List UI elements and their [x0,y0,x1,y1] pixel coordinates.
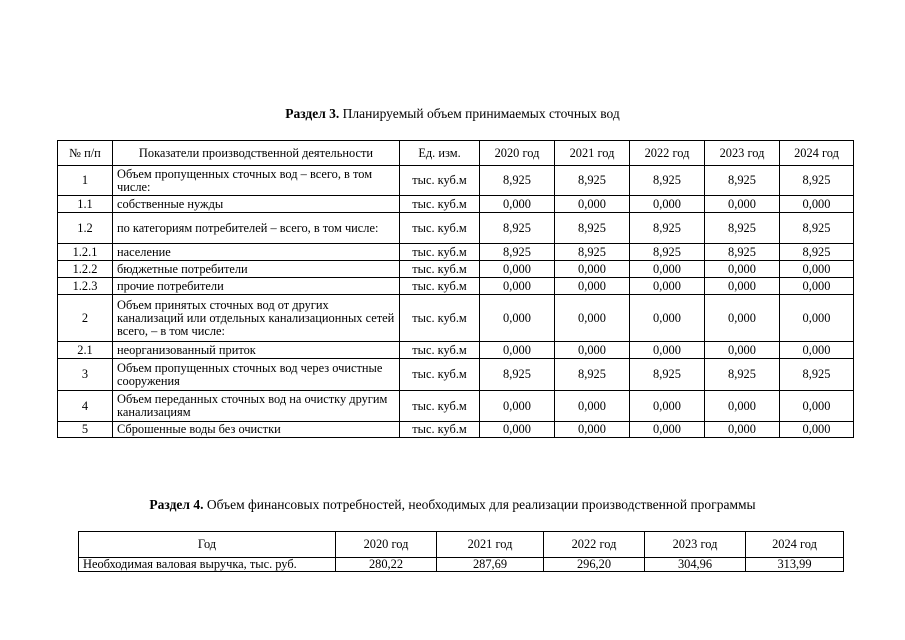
value-cell: 0,000 [480,261,555,278]
value-cell: 0,000 [705,391,780,422]
header-cell: 2024 год [780,141,854,166]
value-cell: 8,925 [705,359,780,391]
value-cell: 0,000 [705,422,780,438]
unit-cell: тыс. куб.м [400,359,480,391]
value-cell: 8,925 [780,213,854,244]
value-cell: 8,925 [480,359,555,391]
table-row [58,342,854,359]
unit-cell: тыс. куб.м [400,166,480,196]
value-cell: 0,000 [705,295,780,342]
value-cell: 0,000 [780,196,854,213]
value-cell: 8,925 [555,213,630,244]
wastewater-volume-table [57,140,854,438]
value-cell: 8,925 [780,244,854,261]
value-cell: 0,000 [630,342,705,359]
indicator-name: Объем переданных сточных вод на очистку другим канализациям [113,391,400,422]
value-cell: 0,000 [780,295,854,342]
unit-cell: тыс. куб.м [400,391,480,422]
value-cell: 8,925 [555,359,630,391]
indicator-name: бюджетные потребители [113,261,400,278]
value-cell: 0,000 [630,278,705,295]
table-row [58,213,854,244]
value-cell: 8,925 [630,166,705,196]
value-cell: 0,000 [780,261,854,278]
header-cell: 2024 год [746,532,844,558]
indicator-name: по категориям потребителей – всего, в том числе: [113,213,400,244]
table-row [58,244,854,261]
header-cell: Ед. изм. [400,141,480,166]
value-cell: 8,925 [705,166,780,196]
row-label: Необходимая валовая выручка, тыс. руб. [79,558,336,572]
row-number: 1 [58,166,113,196]
value-cell: 0,000 [555,342,630,359]
value-cell: 0,000 [555,422,630,438]
header-cell: № п/п [58,141,113,166]
value-cell: 8,925 [630,244,705,261]
value-cell: 8,925 [480,213,555,244]
indicator-name: Объем пропущенных сточных вод через очистные сооружения [113,359,400,391]
unit-cell: тыс. куб.м [400,342,480,359]
row-number: 5 [58,422,113,438]
table-header-row [58,141,854,166]
header-cell: 2022 год [544,532,645,558]
table-row [58,196,854,213]
unit-cell: тыс. куб.м [400,422,480,438]
value-cell: 0,000 [555,391,630,422]
unit-cell: тыс. куб.м [400,278,480,295]
value-cell: 0,000 [705,261,780,278]
section-3-title-bold: Раздел 3. [285,106,340,121]
table-row [58,359,854,391]
header-cell: Показатели производственной деятельности [113,141,400,166]
value-cell: 8,925 [630,213,705,244]
value-cell: 8,925 [780,166,854,196]
value-cell: 0,000 [555,295,630,342]
row-number: 2 [58,295,113,342]
table-row [58,295,854,342]
value-cell: 0,000 [630,196,705,213]
value-cell: 0,000 [780,391,854,422]
row-number: 2.1 [58,342,113,359]
value-cell: 8,925 [480,166,555,196]
indicator-name: собственные нужды [113,196,400,213]
value-cell: 8,925 [705,244,780,261]
value-cell: 0,000 [480,422,555,438]
unit-cell: тыс. куб.м [400,261,480,278]
value-cell: 0,000 [780,342,854,359]
value-cell: 0,000 [630,261,705,278]
row-number: 3 [58,359,113,391]
row-number: 1.2.2 [58,261,113,278]
table-row [79,558,844,572]
value-cell: 0,000 [705,342,780,359]
indicator-name: неорганизованный приток [113,342,400,359]
unit-cell: тыс. куб.м [400,196,480,213]
header-cell: 2021 год [437,532,544,558]
header-cell: 2023 год [645,532,746,558]
header-cell: 2020 год [336,532,437,558]
table-row [58,261,854,278]
value-cell: 287,69 [437,558,544,572]
value-cell: 0,000 [480,342,555,359]
unit-cell: тыс. куб.м [400,213,480,244]
indicator-name: Сброшенные воды без очистки [113,422,400,438]
table-header-row [79,532,844,558]
header-cell: 2023 год [705,141,780,166]
indicator-name: Объем принятых сточных вод от других канализаций или отдельных канализационных сетей всего, – в том числе: [113,295,400,342]
table-row [58,278,854,295]
table-row [58,422,854,438]
table-row [58,166,854,196]
financial-needs-table [78,531,844,572]
indicator-name: Объем пропущенных сточных вод – всего, в том числе: [113,166,400,196]
value-cell: 0,000 [705,278,780,295]
value-cell: 0,000 [480,196,555,213]
value-cell: 304,96 [645,558,746,572]
header-cell: 2020 год [480,141,555,166]
section-4-title-text: Объем финансовых потребностей, необходимых для реализации производственной программы [203,497,756,512]
value-cell: 0,000 [705,196,780,213]
section-4-title-bold: Раздел 4. [149,497,204,512]
value-cell: 8,925 [555,166,630,196]
value-cell: 8,925 [630,359,705,391]
value-cell: 0,000 [480,278,555,295]
value-cell: 0,000 [630,391,705,422]
value-cell: 0,000 [630,422,705,438]
value-cell: 0,000 [555,261,630,278]
value-cell: 0,000 [480,391,555,422]
section-3-title-text: Планируемый объем принимаемых сточных вод [339,106,620,121]
value-cell: 0,000 [780,278,854,295]
value-cell: 8,925 [705,213,780,244]
row-number: 4 [58,391,113,422]
row-number: 1.2.1 [58,244,113,261]
value-cell: 8,925 [480,244,555,261]
indicator-name: население [113,244,400,261]
header-cell: 2022 год [630,141,705,166]
value-cell: 0,000 [480,295,555,342]
value-cell: 8,925 [780,359,854,391]
section-4-title [0,497,905,513]
table-row [58,391,854,422]
unit-cell: тыс. куб.м [400,295,480,342]
value-cell: 0,000 [555,196,630,213]
value-cell: 296,20 [544,558,645,572]
value-cell: 0,000 [630,295,705,342]
value-cell: 280,22 [336,558,437,572]
indicator-name: прочие потребители [113,278,400,295]
value-cell: 8,925 [555,244,630,261]
value-cell: 313,99 [746,558,844,572]
header-cell: Год [79,532,336,558]
section-3-title [0,106,905,122]
unit-cell: тыс. куб.м [400,244,480,261]
row-number: 1.1 [58,196,113,213]
row-number: 1.2 [58,213,113,244]
row-number: 1.2.3 [58,278,113,295]
header-cell: 2021 год [555,141,630,166]
value-cell: 0,000 [780,422,854,438]
value-cell: 0,000 [555,278,630,295]
